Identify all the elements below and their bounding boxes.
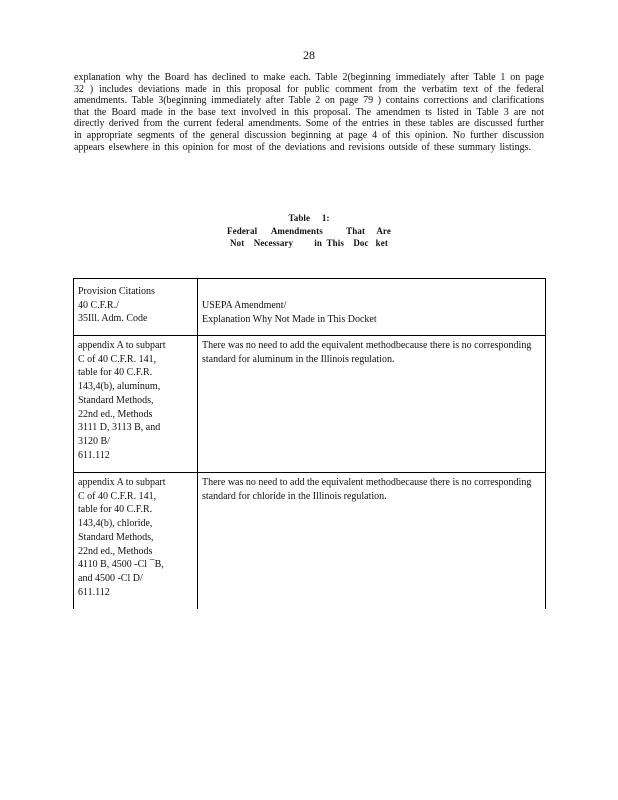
header-col2-text: USEPA Amendment/ Explanation Why Not Made in This Docket xyxy=(202,300,377,325)
intro-paragraph xyxy=(74,72,544,153)
explanation-text: There was no need to add the equivalent methodbecause there is no corresponding standard for aluminum in the Illinois regulation. xyxy=(202,340,532,365)
table-row xyxy=(74,473,546,610)
header-explanation xyxy=(198,279,546,336)
table-row xyxy=(74,336,546,473)
explanation-cell xyxy=(198,473,546,610)
table-header-row xyxy=(74,279,546,336)
citation-text: appendix A to subpart C of 40 C.F.R. 141, table for 40 C.F.R. 143,4(b), chloride, Standard Methods, 22nd ed., Methods 4110 B, 4500 -Cl ¯B, and 4500 -Cl D/ 611.112 xyxy=(78,477,166,598)
table-title-line-1: Table 1: xyxy=(288,213,330,223)
citation-cell xyxy=(74,473,198,610)
table-title xyxy=(0,212,618,250)
table-title-line-2: Federal Amendments That Are xyxy=(227,225,391,236)
explanation-text: There was no need to add the equivalent methodbecause there is no corresponding standard for chloride in the Illinois regulation. xyxy=(202,477,532,502)
explanation-cell xyxy=(198,336,546,473)
intro-text: explanation why the Board has declined to make each. Table 2(beginning immediately after Table 1 on page 32 ) includes deviations made in this proposal for public comment from the verbatim text of the federal amendments. Table 3(beginning immediately after Table 2 on page 79 ) contains corrections and clarifications that the Board made in the base text involved in this proposal. The amendmen ts listed in Table 3 are not directly derived from the current federal amendments. Some of the entries in these tables are discussed further in appropriate segments of the general discussion beginning at page 4 of this opinion. No further discussion appears elsewhere in this opinion for most of the deviations and revisions outside of these summary listings. xyxy=(74,72,544,153)
amendments-table xyxy=(73,278,546,609)
citation-text: appendix A to subpart C of 40 C.F.R. 141, table for 40 C.F.R. 143,4(b), aluminum, Standard Methods, 22nd ed., Methods 3111 D, 3113 B, and 3120 B/ 611.112 xyxy=(78,340,166,461)
header-col1-text: Provision Citations 40 C.F.R./ 35Ill. Adm. Code xyxy=(78,286,155,325)
citation-cell xyxy=(74,336,198,473)
page-number: 28 xyxy=(303,48,315,62)
header-provision-citations xyxy=(74,279,198,336)
table-title-line-3: Not Necessary in This Doc ket xyxy=(230,238,388,248)
